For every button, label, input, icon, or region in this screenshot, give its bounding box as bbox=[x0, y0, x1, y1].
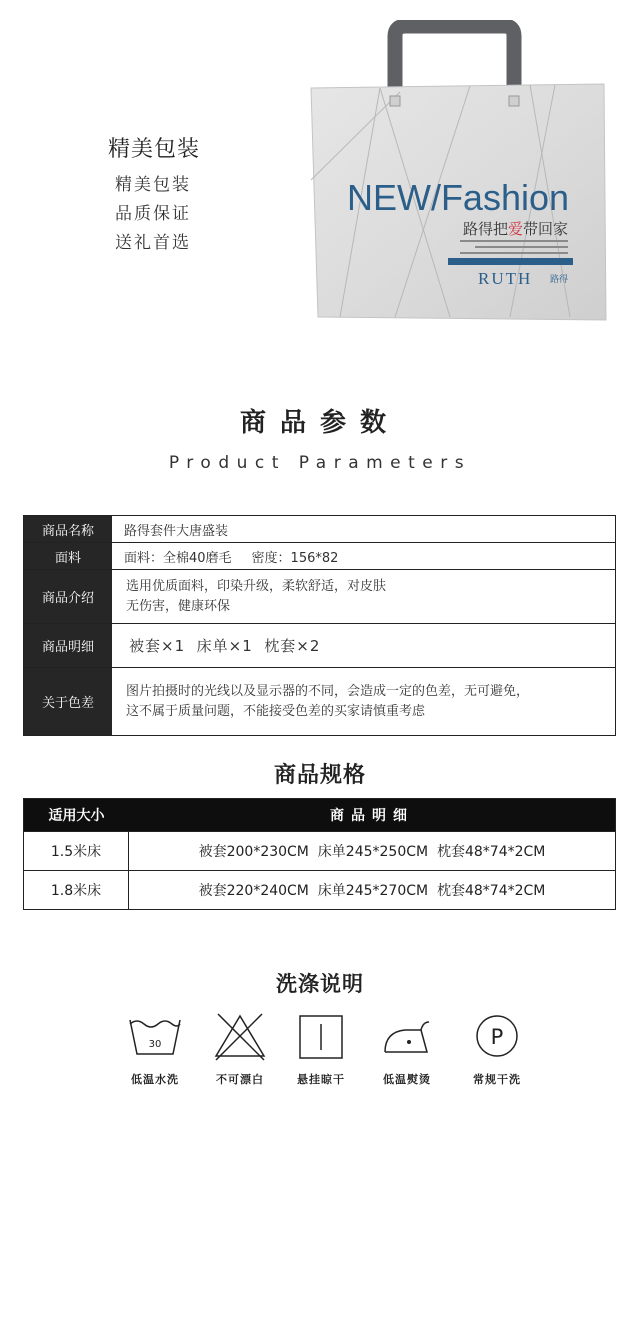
intro-line: 无伤害，健康环保 bbox=[126, 598, 231, 614]
packaging-feature-line: 品质保证 bbox=[115, 204, 191, 224]
params-value bbox=[114, 543, 615, 569]
params-row-contents bbox=[24, 624, 615, 668]
wash-tub-icon bbox=[127, 1010, 183, 1062]
gift-bag-image bbox=[300, 20, 620, 332]
wash-title: 洗涤说明 bbox=[276, 972, 364, 996]
specs-title: 商品规格 bbox=[273, 763, 366, 788]
wash-label: 悬挂晾干 bbox=[297, 1073, 345, 1086]
packaging-feature-line: 送礼首选 bbox=[115, 233, 191, 253]
specs-header-size: 适用大小 bbox=[48, 808, 105, 824]
no-bleach-icon bbox=[212, 1010, 268, 1062]
params-row-color-diff bbox=[24, 668, 615, 735]
params-value: 路得套件大唐盛装 bbox=[124, 523, 229, 539]
dry-clean-letter: P bbox=[490, 1025, 504, 1049]
params-label: 商品名称 bbox=[24, 516, 114, 542]
svg-text:路得把爱带回家 bbox=[463, 220, 568, 238]
params-label: 商品介绍 bbox=[24, 570, 114, 623]
bag-subtitle-highlight: 爱 bbox=[507, 220, 523, 238]
specs-size-cell: 1.5米床 bbox=[24, 832, 129, 870]
wash-temp: 30 bbox=[148, 1039, 162, 1050]
packaging-feature-line: 精美包装 bbox=[115, 175, 191, 195]
table-row bbox=[24, 870, 615, 909]
dry-clean-icon bbox=[469, 1010, 525, 1062]
specs-header-row bbox=[24, 799, 615, 831]
params-value: 被套×1 床单×1 枕套×2 bbox=[129, 637, 321, 655]
fabric-value: 面料：全棉40磨毛 bbox=[124, 550, 232, 566]
specs-table bbox=[23, 798, 616, 910]
wash-item-dry-clean bbox=[452, 1010, 542, 1087]
specs-detail-cell: 被套220*240CM 床单245*270CM 枕套48*74*2CM bbox=[198, 883, 546, 899]
params-value bbox=[114, 668, 615, 735]
color-diff-line: 图片拍摄时的光线以及显示器的不同，会造成一定的色差，无可避免， bbox=[126, 683, 530, 699]
specs-size-cell: 1.8米床 bbox=[24, 871, 129, 909]
params-row-intro bbox=[24, 570, 615, 624]
specs-detail-cell: 被套200*230CM 床单245*250CM 枕套48*74*2CM bbox=[198, 844, 546, 860]
params-value bbox=[114, 570, 615, 623]
wash-item-no-bleach bbox=[195, 1010, 285, 1087]
params-row-fabric bbox=[24, 543, 615, 570]
bag-headline: NEW/Fashion bbox=[346, 177, 570, 218]
wash-label: 低温熨烫 bbox=[383, 1073, 431, 1086]
low-iron-icon bbox=[379, 1010, 435, 1062]
wash-label: 不可漂白 bbox=[216, 1073, 264, 1086]
packaging-features bbox=[115, 171, 191, 258]
density-value: 密度：156*82 bbox=[251, 550, 339, 566]
params-label: 商品明细 bbox=[24, 624, 114, 667]
params-title: 商品参数 bbox=[239, 408, 400, 438]
wash-label: 低温水洗 bbox=[131, 1073, 179, 1086]
packaging-title: 精美包装 bbox=[108, 137, 201, 162]
bag-subtitle-after: 带回家 bbox=[522, 220, 568, 238]
wash-item-hang-dry bbox=[276, 1010, 366, 1087]
wash-item-low-temp-wash bbox=[110, 1010, 200, 1087]
bag-brand-cn: 路得 bbox=[550, 275, 569, 285]
wash-item-low-iron bbox=[362, 1010, 452, 1087]
bag-subtitle-before: 路得把 bbox=[462, 220, 508, 238]
specs-header-detail: 商品明细 bbox=[330, 808, 414, 824]
intro-line: 选用优质面料，印染升级，柔软舒适，对皮肤 bbox=[126, 578, 387, 594]
params-subtitle: Product Parameters bbox=[168, 453, 472, 473]
color-diff-line: 这不属于质量问题，不能接受色差的买家请慎重考虑 bbox=[126, 703, 426, 719]
wash-label: 常规干洗 bbox=[473, 1073, 521, 1086]
params-label: 面料 bbox=[24, 543, 114, 569]
params-table bbox=[23, 515, 616, 736]
params-row-name bbox=[24, 516, 615, 543]
params-label: 关于色差 bbox=[24, 668, 114, 735]
table-row bbox=[24, 831, 615, 870]
hang-dry-icon bbox=[293, 1010, 349, 1062]
bag-brand: RUTH bbox=[478, 269, 533, 288]
